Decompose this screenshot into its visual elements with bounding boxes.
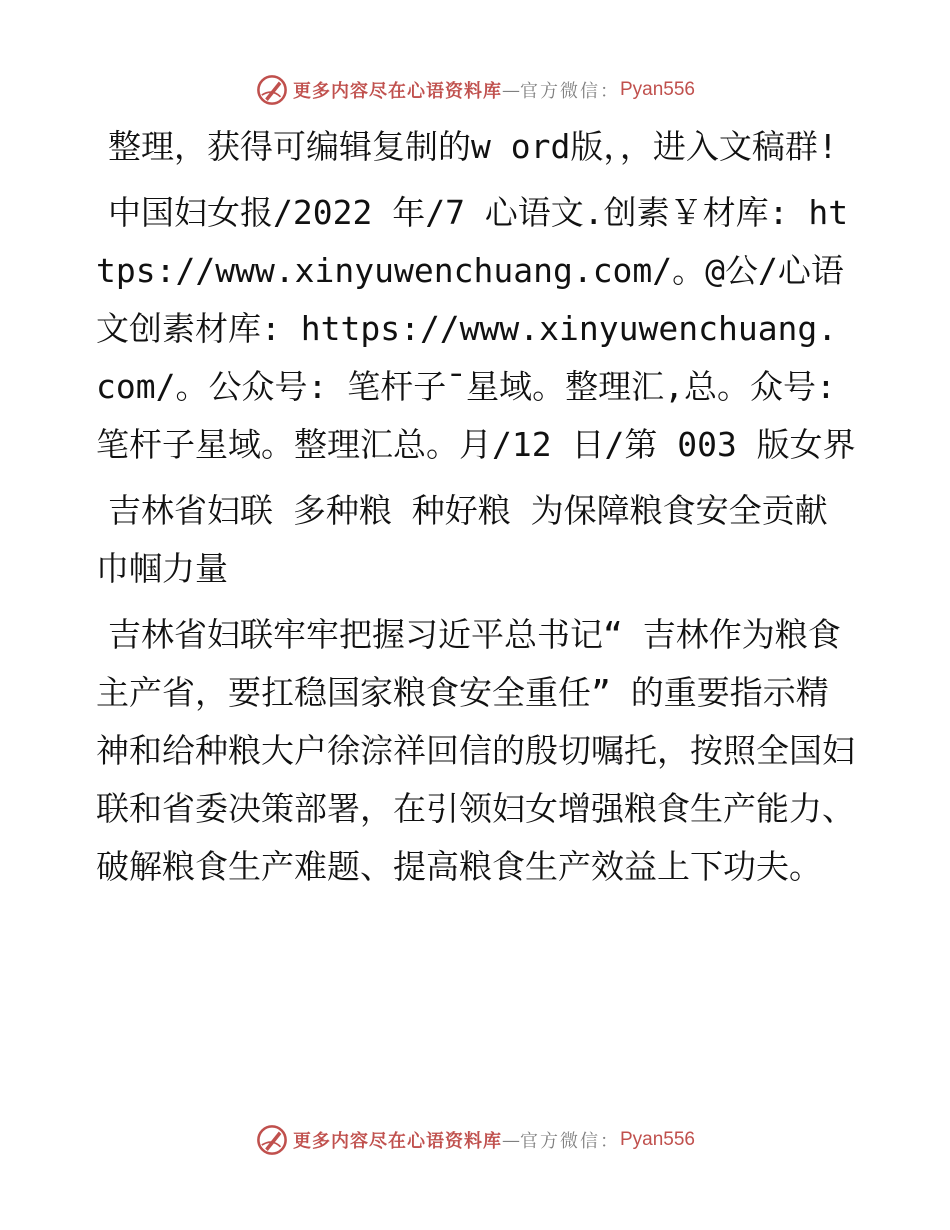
banner-wechat-id: Pyan556 xyxy=(619,1129,695,1150)
paragraph-text: 中国妇女报/2022 年/7 心语文.创素￥材库: https://www.xinyuwenchuang.com/。@公/心语文创素材库: https://www.xinyuwenchuang.com/。公众号: 笔杆子¯星域。整理汇,总。众号: 笔杆子星域。整理汇总。月/12 日/第 003 版女界 xyxy=(96,193,856,464)
pen-logo-icon xyxy=(255,1123,289,1157)
banner-title: 更多内容尽在心语资料库 xyxy=(292,1131,502,1152)
banner-wechat-label: 官方微信： xyxy=(519,81,620,102)
banner-title: 更多内容尽在心语资料库 xyxy=(292,81,502,102)
footer-banner xyxy=(0,1120,950,1160)
paragraph-text: 整理，获得可编辑复制的w ord版，，进入文稿群! xyxy=(108,127,838,166)
banner-wechat-id: Pyan556 xyxy=(619,79,695,100)
banner-dash: — xyxy=(501,1129,520,1151)
header-banner xyxy=(0,70,950,110)
paragraph xyxy=(96,184,856,474)
paragraph-heading xyxy=(96,482,856,598)
article-title: 吉林省妇联 多种粮 种好粮 为保障粮食安全贡献巾帼力量 xyxy=(96,491,828,588)
paragraph-text: 吉林省妇联牢牢把握习近平总书记“ 吉林作为粮食主产省，要扛稳国家粮食安全重任” 的重要指示精神和给种粮大户徐淙祥回信的殷切嘱托，按照全国妇联和省委决策部署，在引领妇女增强粮食生产能力、破解粮食生产难题、提高粮食生产效益上下功夫。 xyxy=(96,615,855,886)
pen-logo-icon xyxy=(255,73,289,107)
document-body xyxy=(96,118,856,904)
paragraph xyxy=(96,118,856,176)
banner-wechat-label: 官方微信： xyxy=(519,1131,620,1152)
banner-dash: — xyxy=(501,79,520,101)
paragraph xyxy=(96,606,856,896)
